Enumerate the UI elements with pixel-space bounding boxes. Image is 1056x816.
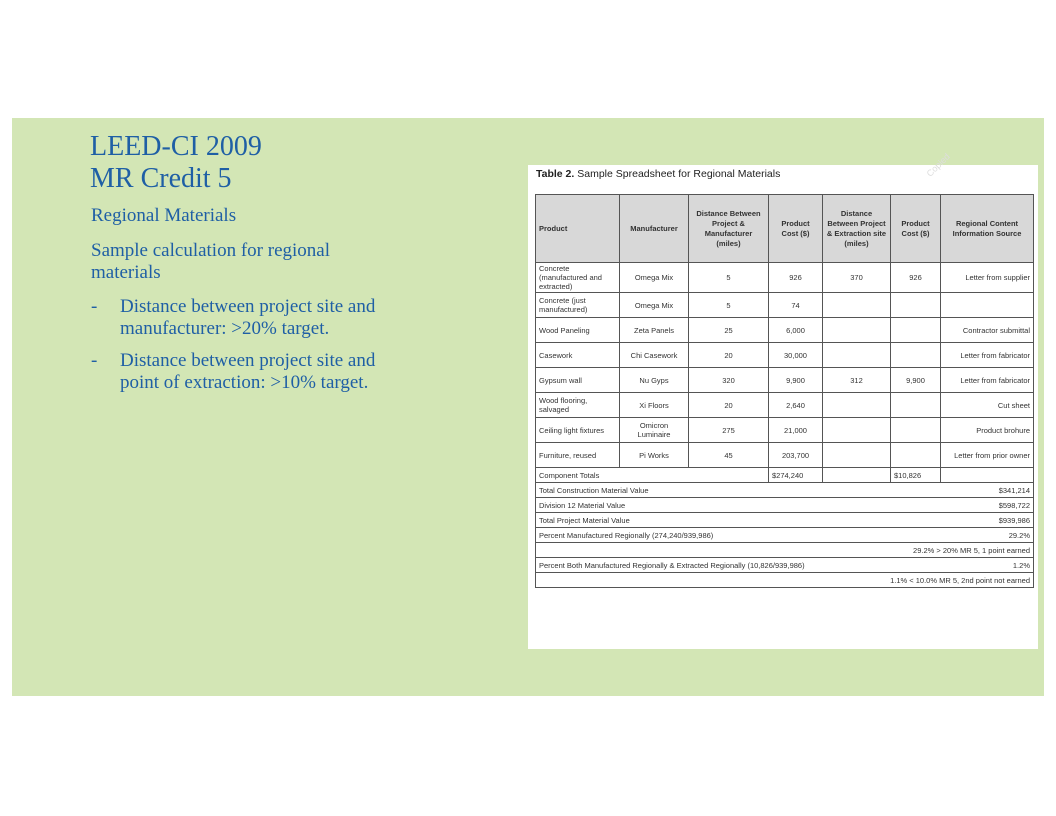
header-cost-extraction: Product Cost ($): [891, 195, 941, 263]
summary-result: 1.1% < 10.0% MR 5, 2nd point not earned: [536, 573, 1034, 588]
cell-product: Ceiling light fixtures: [536, 418, 620, 443]
header-distance-manufacturer: Distance Between Project & Manufacturer (miles): [689, 195, 769, 263]
summary-label: Percent Both Manufactured Regionally & Extracted Regionally (10,826/939,986): [536, 558, 891, 573]
cell-cost-manufacturer: 9,900: [769, 368, 823, 393]
cell-manufacturer: Omega Mix: [620, 293, 689, 318]
totals-cost-manufacturer: $274,240: [769, 468, 823, 483]
cell-cost-extraction: [891, 318, 941, 343]
table-caption: [536, 168, 780, 180]
cell-distance-manufacturer: 275: [689, 418, 769, 443]
bullet-item: [91, 350, 401, 394]
cell-cost-manufacturer: 2,640: [769, 393, 823, 418]
intro-text: Sample calculation for regional materials: [91, 240, 330, 283]
cell-distance-manufacturer: 20: [689, 343, 769, 368]
table-caption-number: Table 2.: [536, 168, 575, 180]
cell-cost-manufacturer: 21,000: [769, 418, 823, 443]
bullet-list: [91, 296, 401, 404]
summary-result: 29.2% > 20% MR 5, 1 point earned: [536, 543, 1034, 558]
cell-cost-manufacturer: 30,000: [769, 343, 823, 368]
summary-row: [536, 528, 1034, 543]
table-row: [536, 418, 1034, 443]
summary-row: [536, 498, 1034, 513]
table-row: [536, 263, 1034, 293]
cell-distance-manufacturer: 45: [689, 443, 769, 468]
summary-label: Total Construction Material Value: [536, 483, 891, 498]
cell-distance-manufacturer: 320: [689, 368, 769, 393]
header-product: Product: [536, 195, 620, 263]
summary-value: 29.2%: [891, 528, 1034, 543]
totals-empty-cell: [941, 468, 1034, 483]
totals-cost-extraction: $10,826: [891, 468, 941, 483]
cell-distance-extraction: [823, 418, 891, 443]
bullet-dash: -: [91, 296, 98, 317]
cell-manufacturer: Omega Mix: [620, 263, 689, 293]
cell-manufacturer: Zeta Panels: [620, 318, 689, 343]
regional-materials-table: [535, 194, 1034, 588]
summary-label: Percent Manufactured Regionally (274,240/939,986): [536, 528, 891, 543]
header-distance-extraction: Distance Between Project & Extraction site (miles): [823, 195, 891, 263]
cell-manufacturer: Chi Casework: [620, 343, 689, 368]
bullet-text: Distance between project site and manufacturer: >20% target.: [120, 296, 376, 339]
cell-product: Wood flooring, salvaged: [536, 393, 620, 418]
cell-distance-extraction: [823, 443, 891, 468]
summary-label: Total Project Material Value: [536, 513, 891, 528]
summary-value: 1.2%: [891, 558, 1034, 573]
cell-manufacturer: Nu Gyps: [620, 368, 689, 393]
cell-product: Furniture, reused: [536, 443, 620, 468]
title-line-1: LEED-CI 2009: [90, 131, 262, 162]
cell-cost-extraction: [891, 293, 941, 318]
slide-title: [90, 131, 262, 195]
summary-value: $341,214: [891, 483, 1034, 498]
cell-source: [941, 293, 1034, 318]
cell-distance-extraction: [823, 318, 891, 343]
table-row: [536, 393, 1034, 418]
totals-empty-cell: [823, 468, 891, 483]
cell-cost-extraction: 9,900: [891, 368, 941, 393]
cell-source: Letter from fabricator: [941, 368, 1034, 393]
cell-cost-extraction: [891, 393, 941, 418]
summary-label: Division 12 Material Value: [536, 498, 891, 513]
bullet-text: Distance between project site and point of extraction: >10% target.: [120, 350, 376, 393]
table-row: [536, 293, 1034, 318]
bullet-item: [91, 296, 401, 340]
table-row: [536, 343, 1034, 368]
slide-subtitle: Regional Materials: [91, 205, 237, 226]
header-cost-manufacturer: Product Cost ($): [769, 195, 823, 263]
cell-cost-extraction: 926: [891, 263, 941, 293]
cell-manufacturer: Pi Works: [620, 443, 689, 468]
cell-cost-manufacturer: 6,000: [769, 318, 823, 343]
cell-manufacturer: Xi Floors: [620, 393, 689, 418]
summary-row: [536, 513, 1034, 528]
cell-cost-extraction: [891, 343, 941, 368]
cell-cost-manufacturer: 74: [769, 293, 823, 318]
summary-value: $598,722: [891, 498, 1034, 513]
watermark: Copied: [924, 151, 952, 179]
cell-cost-manufacturer: 203,700: [769, 443, 823, 468]
cell-product: Concrete (just manufactured): [536, 293, 620, 318]
cell-distance-extraction: [823, 343, 891, 368]
cell-source: Contractor submittal: [941, 318, 1034, 343]
totals-row: [536, 468, 1034, 483]
cell-source: Letter from fabricator: [941, 343, 1034, 368]
cell-distance-manufacturer: 20: [689, 393, 769, 418]
cell-distance-extraction: 370: [823, 263, 891, 293]
cell-manufacturer: Omicron Luminaire: [620, 418, 689, 443]
summary-row: [536, 483, 1034, 498]
cell-product: Wood Paneling: [536, 318, 620, 343]
cell-distance-extraction: [823, 293, 891, 318]
cell-product: Casework: [536, 343, 620, 368]
bullet-dash: -: [91, 350, 98, 371]
cell-cost-extraction: [891, 443, 941, 468]
cell-source: Product brohure: [941, 418, 1034, 443]
cell-distance-manufacturer: 25: [689, 318, 769, 343]
table-header-row: [536, 195, 1034, 263]
summary-value: $939,986: [891, 513, 1034, 528]
summary-result-row: [536, 573, 1034, 588]
cell-source: Letter from supplier: [941, 263, 1034, 293]
cell-distance-manufacturer: 5: [689, 263, 769, 293]
header-manufacturer: Manufacturer: [620, 195, 689, 263]
cell-product: Gypsum wall: [536, 368, 620, 393]
totals-label: Component Totals: [536, 468, 769, 483]
header-information-source: Regional Content Information Source: [941, 195, 1034, 263]
summary-result-row: [536, 543, 1034, 558]
table-row: [536, 443, 1034, 468]
cell-source: Letter from prior owner: [941, 443, 1034, 468]
cell-source: Cut sheet: [941, 393, 1034, 418]
cell-distance-manufacturer: 5: [689, 293, 769, 318]
table-row: [536, 368, 1034, 393]
title-line-2: MR Credit 5: [90, 163, 232, 194]
cell-cost-manufacturer: 926: [769, 263, 823, 293]
cell-distance-extraction: 312: [823, 368, 891, 393]
cell-distance-extraction: [823, 393, 891, 418]
table-row: [536, 318, 1034, 343]
cell-cost-extraction: [891, 418, 941, 443]
summary-row: [536, 558, 1034, 573]
table-caption-text: Sample Spreadsheet for Regional Materials: [574, 168, 781, 180]
cell-product: Concrete (manufactured and extracted): [536, 263, 620, 293]
